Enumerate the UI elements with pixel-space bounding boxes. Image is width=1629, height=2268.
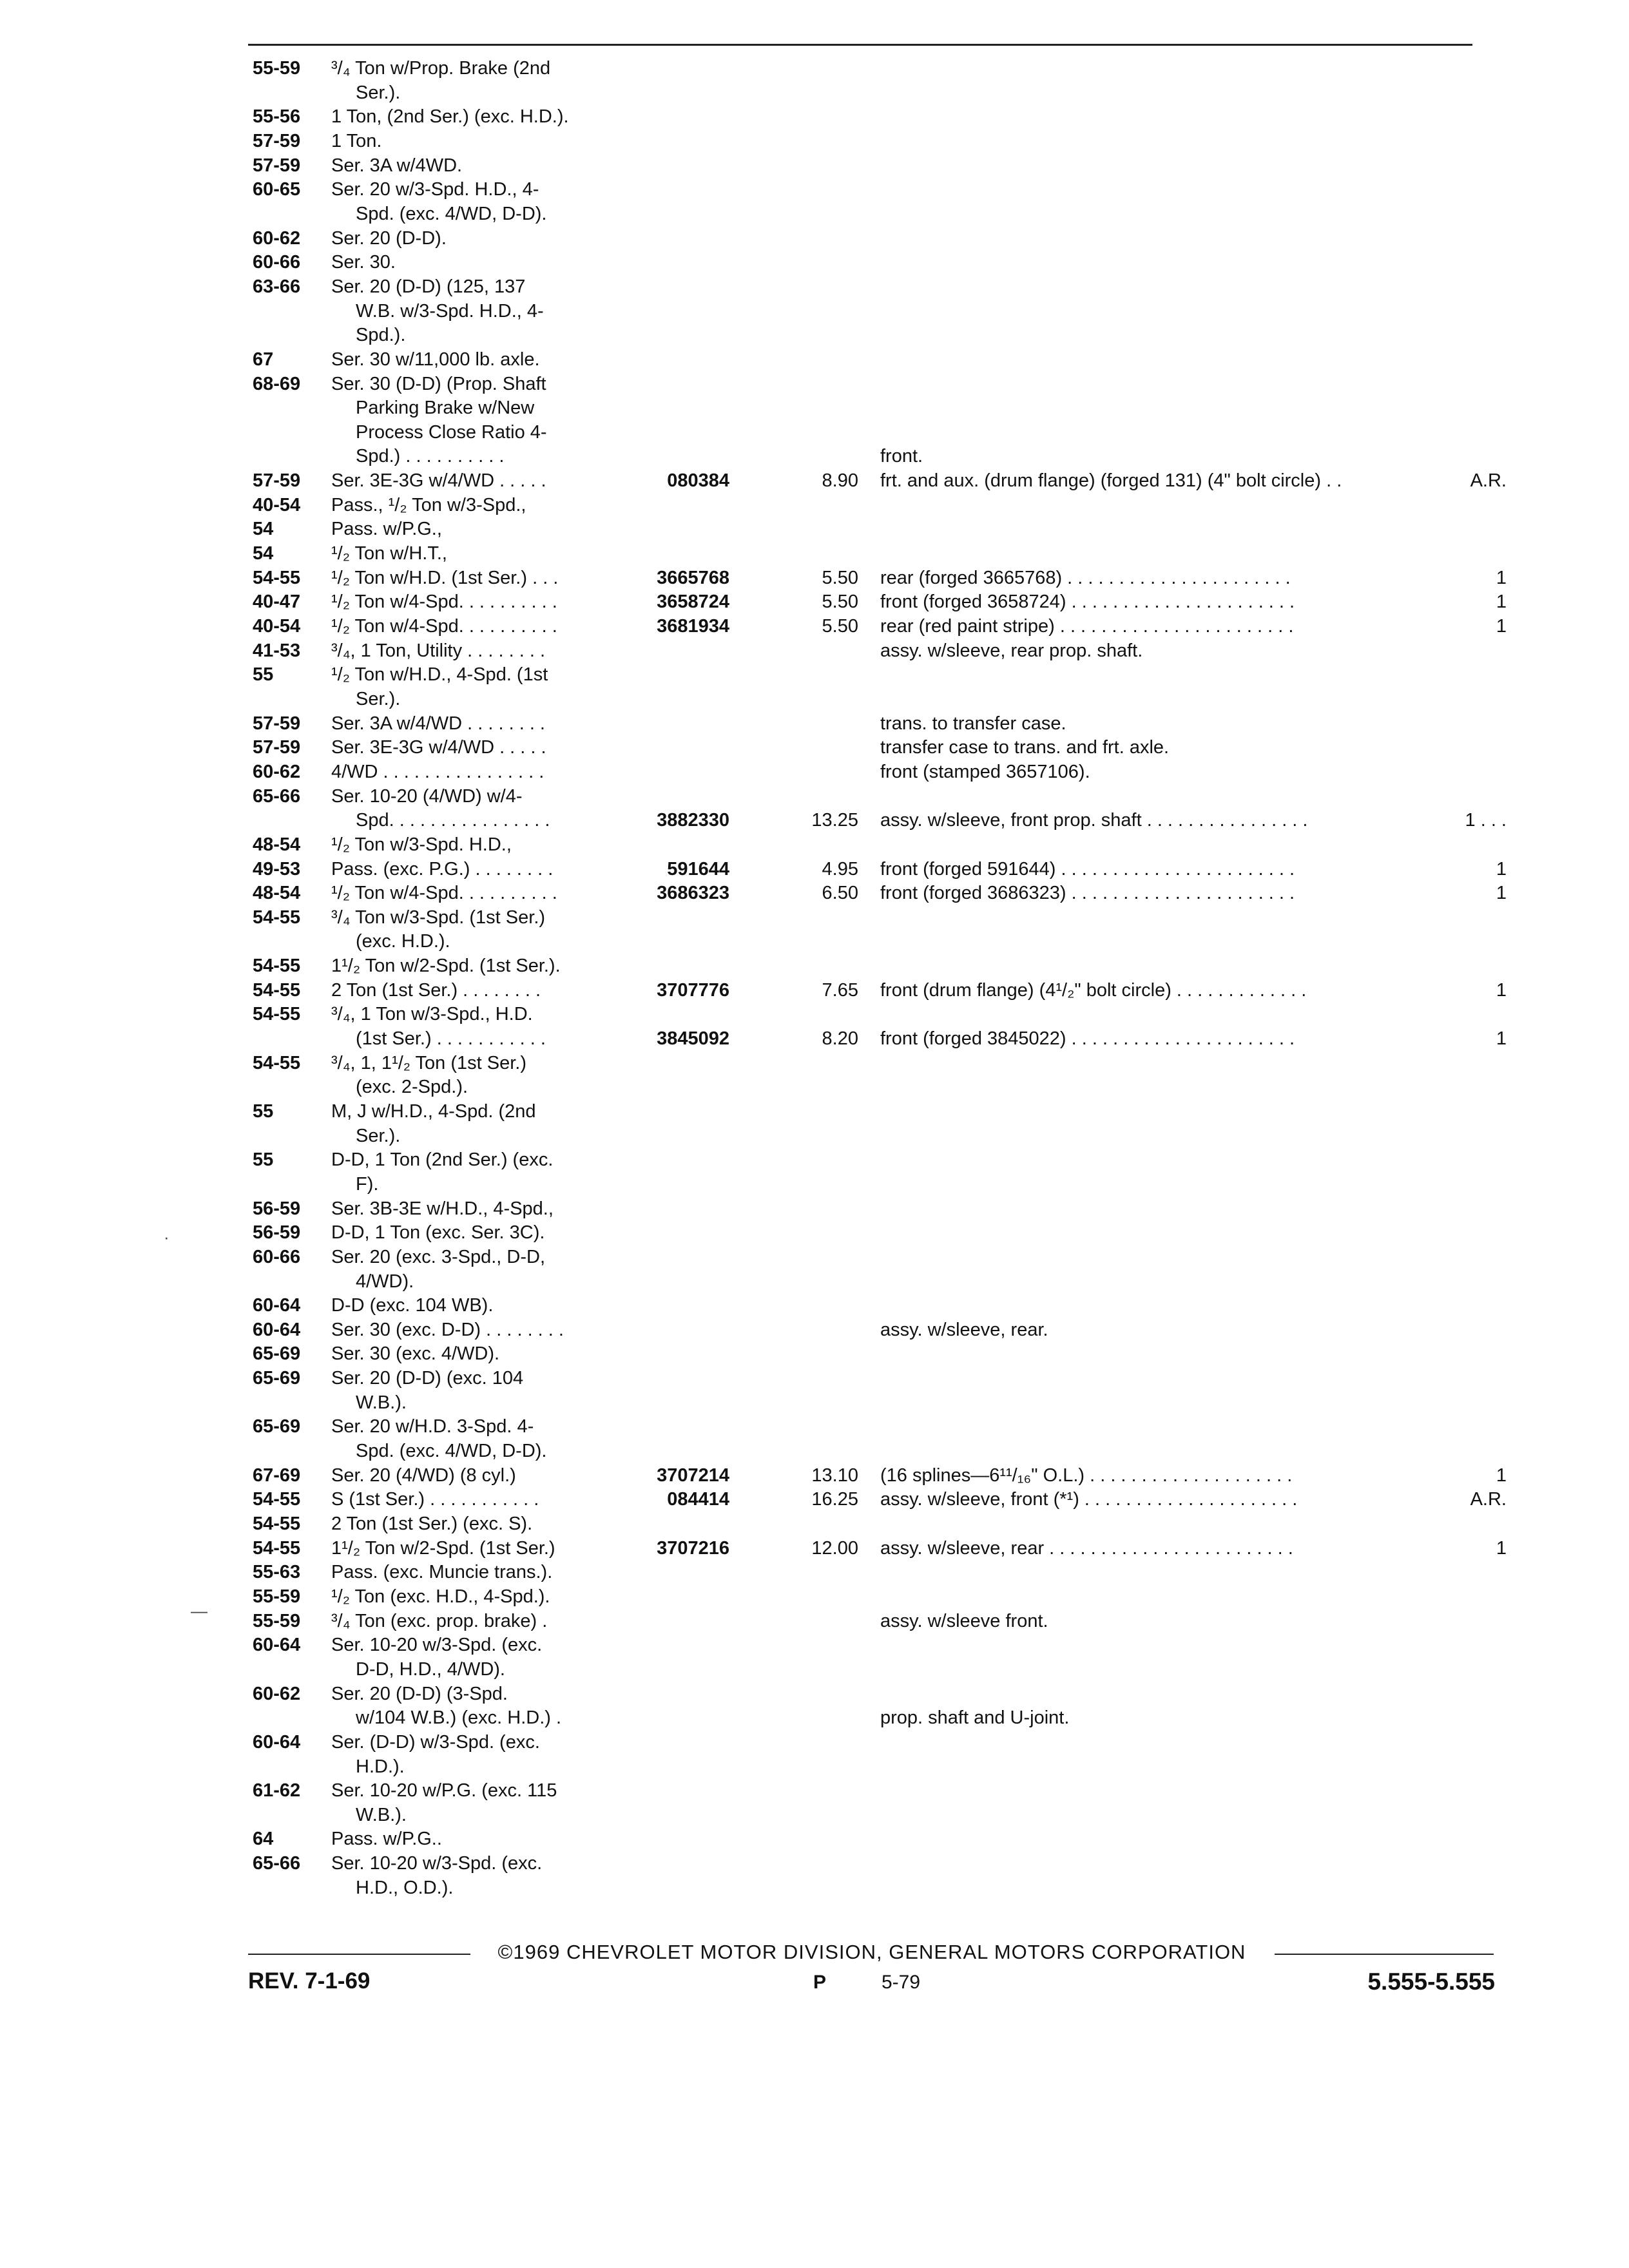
year-range: 54-55 [253,1004,301,1025]
part-description: assy. w/sleeve, rear. [880,1319,1048,1340]
quantity: 1 [1496,1028,1507,1049]
listing-row [0,1075,1629,1101]
listing-row [0,954,1629,980]
application-text: ¹/₂ Ton w/4-Spd. . . . . . . . . . [331,883,557,904]
listing-row [0,1610,1629,1635]
application-text: ¹/₂ Ton w/4-Spd. . . . . . . . . . [331,591,557,613]
application-text: ³/₄, 1 Ton, Utility . . . . . . . . [331,640,545,661]
application-text: D-D, H.D., 4/WD). [356,1658,505,1680]
year-range: 60-64 [253,1319,301,1340]
application-text: Spd. (exc. 4/WD, D-D). [356,203,547,224]
quantity: 1 [1496,591,1507,613]
listing-row [0,1052,1629,1077]
price: 4.95 [822,858,858,879]
listing-row [0,1633,1629,1659]
listing-row [0,639,1629,665]
year-range: 65-69 [253,1416,301,1437]
application-text: 1¹/₂ Ton w/2-Spd. (1st Ser.). [331,956,561,976]
application-text: Ser. 20 w/H.D. 3-Spd. 4- [331,1416,534,1437]
listing-row [0,1197,1629,1223]
part-description: front (stamped 3657106). [880,761,1090,782]
year-range: 55 [253,1149,274,1171]
year-range: 55-59 [253,1586,301,1607]
application-text: M, J w/H.D., 4-Spd. (2nd [331,1101,536,1122]
listing-row [0,1415,1629,1441]
application-text: (exc. H.D.). [356,931,450,952]
listing-row [0,1488,1629,1514]
listing-row [0,1464,1629,1490]
application-text: ¹/₂ Ton (exc. H.D., 4-Spd.). [331,1586,550,1607]
part-description: trans. to transfer case. [880,713,1066,734]
listing-row [0,1367,1629,1392]
application-text: D-D (exc. 104 WB). [331,1295,494,1316]
year-range: 57-59 [253,737,301,758]
application-text: Ser. 30. [331,252,396,273]
listing-row [0,202,1629,228]
listing-row [0,1391,1629,1417]
application-text: ¹/₂ Ton w/H.D. (1st Ser.) . . . [331,567,559,588]
listing-row [0,1852,1629,1878]
application-text: Spd.). [356,325,406,346]
footer-rule-left [248,1954,470,1955]
price: 5.50 [822,567,858,588]
year-range: 54-55 [253,1514,301,1534]
listing-row [0,1100,1629,1126]
application-text: Spd. (exc. 4/WD, D-D). [356,1441,547,1461]
part-description: front. [880,446,923,467]
listing-row [0,615,1629,640]
listing-row [0,881,1629,907]
application-text: F). [356,1173,379,1195]
listing-row [0,979,1629,1004]
part-number: 3686323 [657,883,729,904]
listing-row [0,663,1629,689]
application-text: Parking Brake w/New [356,398,535,419]
year-range: 41-53 [253,640,301,661]
year-range: 40-54 [253,615,301,637]
listing-row [0,251,1629,276]
year-range: 63-66 [253,276,301,297]
revision-date: REV. 7-1-69 [248,1968,371,1994]
scan-speck: — [191,1601,207,1620]
listing-row [0,494,1629,519]
year-range: 54-55 [253,907,301,928]
year-range: 54-55 [253,979,301,1001]
application-text: 1 Ton, (2nd Ser.) (exc. H.D.). [331,106,569,128]
year-range: 60-64 [253,1731,301,1753]
listing-row [0,760,1629,786]
group-number: 5.555-5.555 [1367,1968,1495,1995]
listing-row [0,517,1629,543]
listing-row [0,1827,1629,1853]
price: 16.25 [811,1489,858,1510]
part-description: (16 splines—6¹¹/₁₆" O.L.) . . . . . . . . . . . . . . . . . . . . [880,1465,1293,1486]
application-text: Ser. 30 w/11,000 lb. axle. [331,349,540,370]
part-description: assy. w/sleeve, front (*¹) . . . . . . . . . . . . . . . . . . . . . [880,1489,1298,1510]
listing-row [0,275,1629,301]
listing-row [0,1876,1629,1902]
page-number: 5-79 [882,1972,921,1993]
application-text: 1 Ton. [331,130,382,151]
year-range: 54-55 [253,1537,301,1559]
listing-row [0,1027,1629,1053]
application-text: (1st Ser.) . . . . . . . . . . . [356,1028,546,1049]
part-description: prop. shaft and U-joint. [880,1707,1070,1729]
listing-row [0,469,1629,495]
application-text: ³/₄, 1, 1¹/₂ Ton (1st Ser.) [331,1052,526,1073]
year-range: 48-54 [253,834,301,855]
listing-row [0,323,1629,349]
listing-row [0,105,1629,131]
application-text: Ser. 30 (exc. 4/WD). [331,1343,500,1365]
listing-row [0,1658,1629,1684]
listing-row [0,712,1629,738]
year-range: 65-66 [253,1853,301,1874]
application-text: Ser. 20 (D-D). [331,227,447,249]
listing-row [0,1148,1629,1174]
quantity: A.R. [1470,1489,1507,1510]
part-number: 3658724 [657,591,729,613]
application-text: W.B.). [356,1392,407,1413]
part-number: 3681934 [657,615,729,637]
price: 5.50 [822,615,858,637]
application-text: Ser. 3E-3G w/4/WD . . . . . [331,470,546,491]
price: 13.25 [811,810,858,831]
listing-row [0,785,1629,811]
listing-row [0,1682,1629,1708]
part-number: 3707216 [657,1537,729,1559]
listing-row [0,566,1629,592]
year-range: 55 [253,664,274,686]
application-text: 2 Ton (1st Ser.) (exc. S). [331,1514,533,1534]
quantity: 1 [1496,858,1507,879]
listing-row [0,1294,1629,1320]
listing-row [0,858,1629,883]
listing-row [0,1124,1629,1150]
listing-row [0,300,1629,325]
year-range: 65-69 [253,1343,301,1365]
quantity: 1 [1496,1465,1507,1486]
year-range: 55-59 [253,1610,301,1631]
application-text: ³/₄ Ton w/3-Spd. (1st Ser.) [331,907,546,928]
quantity: 1 [1496,615,1507,637]
year-range: 60-66 [253,1246,301,1267]
listing-row [0,154,1629,180]
listing-row [0,396,1629,422]
application-text: Ser. 30 (D-D) (Prop. Shaft [331,373,546,394]
listing-row [0,1537,1629,1562]
year-range: 60-62 [253,227,301,249]
listing-row [0,1731,1629,1756]
part-number: 3845092 [657,1028,729,1049]
year-range: 54 [253,519,274,540]
price: 13.10 [811,1465,858,1486]
part-description: front (forged 591644) . . . . . . . . . . . . . . . . . . . . . . . [880,858,1295,879]
application-text: Ser. 10-20 (4/WD) w/4- [331,785,523,807]
price: 8.90 [822,470,858,491]
price: 7.65 [822,979,858,1001]
year-range: 60-66 [253,252,301,273]
listing-row [0,809,1629,834]
year-range: 54-55 [253,956,301,976]
part-description: assy. w/sleeve, rear prop. shaft. [880,640,1143,661]
quantity: 1 . . . [1465,810,1507,831]
application-text: (exc. 2-Spd.). [356,1077,468,1098]
listing-row [0,1512,1629,1538]
year-range: 54-55 [253,1489,301,1510]
application-text: W.B. w/3-Spd. H.D., 4- [356,300,544,322]
part-description: rear (forged 3665768) . . . . . . . . . . . . . . . . . . . . . . [880,567,1291,588]
part-number: 3707214 [657,1465,729,1486]
application-text: Ser. 10-20 w/3-Spd. (exc. [331,1853,543,1874]
part-description: front (drum flange) (4¹/₂" bolt circle) . . . . . . . . . . . . . [880,979,1307,1001]
application-text: Pass. (exc. P.G.) . . . . . . . . [331,858,554,879]
application-text: Ser. 10-20 w/P.G. (exc. 115 [331,1780,557,1802]
application-text: Ser. 3A w/4/WD . . . . . . . . [331,713,545,734]
application-text: Ser. 20 (D-D) (125, 137 [331,276,526,297]
application-text: Ser. 20 w/3-Spd. H.D., 4- [331,179,539,200]
year-range: 60-64 [253,1635,301,1656]
listing-row [0,57,1629,82]
application-text: Ser. 3A w/4WD. [331,155,463,176]
application-text: 4/WD . . . . . . . . . . . . . . . . [331,761,545,782]
part-number: 3707776 [657,979,729,1001]
application-text: Ser. 10-20 w/3-Spd. (exc. [331,1635,543,1656]
year-range: 67-69 [253,1465,301,1486]
year-range: 67 [253,349,274,370]
listing-row [0,1561,1629,1586]
part-number: 591644 [667,858,729,879]
application-text: Pass. w/P.G.. [331,1829,442,1850]
year-range: 54 [253,543,274,564]
year-range: 49-53 [253,858,301,879]
part-description: assy. w/sleeve, rear . . . . . . . . . . . . . . . . . . . . . . . . [880,1537,1293,1559]
listing-row [0,1706,1629,1732]
listing-row [0,178,1629,204]
year-range: 60-65 [253,179,301,200]
quantity: 1 [1496,1537,1507,1559]
quantity: A.R. [1470,470,1507,491]
part-description: assy. w/sleeve front. [880,1610,1048,1631]
application-text: Process Close Ratio 4- [356,421,547,443]
part-description: assy. w/sleeve, front prop. shaft . . . . . . . . . . . . . . . . [880,810,1308,831]
application-text: D-D, 1 Ton (2nd Ser.) (exc. [331,1149,554,1171]
application-text: 2 Ton (1st Ser.) . . . . . . . . [331,979,541,1001]
application-text: D-D, 1 Ton (exc. Ser. 3C). [331,1222,545,1244]
year-range: 40-47 [253,591,301,613]
application-text: S (1st Ser.) . . . . . . . . . . . [331,1489,539,1510]
listing-row [0,906,1629,932]
year-range: 64 [253,1829,274,1850]
application-text: H.D.). [356,1756,405,1777]
listing-row [0,1173,1629,1198]
application-text: Pass. w/P.G., [331,519,442,540]
year-range: 54-55 [253,1052,301,1073]
listing-row [0,372,1629,398]
application-text: Ser. 20 (exc. 3-Spd., D-D, [331,1246,546,1267]
quantity: 1 [1496,883,1507,904]
listing-row [0,1003,1629,1028]
year-range: 65-69 [253,1368,301,1389]
application-text: 4/WD). [356,1271,414,1292]
application-text: W.B.). [356,1804,407,1825]
application-text: ³/₄, 1 Ton w/3-Spd., H.D. [331,1004,533,1025]
listing-row [0,930,1629,956]
listing-row [0,1245,1629,1271]
year-range: 54-55 [253,567,301,588]
part-description: rear (red paint stripe) . . . . . . . . . . . . . . . . . . . . . . . [880,615,1294,637]
price: 8.20 [822,1028,858,1049]
year-range: 57-59 [253,155,301,176]
part-description: transfer case to trans. and frt. axle. [880,737,1170,758]
listing-row [0,421,1629,447]
year-range: 57-59 [253,713,301,734]
listing-row [0,1221,1629,1247]
year-range: 40-54 [253,494,301,515]
year-range: 55-63 [253,1562,301,1583]
listing-row [0,736,1629,762]
application-text: Ser. 30 (exc. D-D) . . . . . . . . [331,1319,564,1340]
application-text: ³/₄ Ton (exc. prop. brake) . [331,1610,548,1631]
application-text: Pass. (exc. Muncie trans.). [331,1562,553,1583]
application-text: ³/₄ Ton w/Prop. Brake (2nd [331,58,551,79]
year-range: 56-59 [253,1222,301,1244]
application-text: Ser. 20 (4/WD) (8 cyl.) [331,1465,516,1486]
application-text: Ser. 3E-3G w/4/WD . . . . . [331,737,546,758]
part-description: front (forged 3845022) . . . . . . . . . . . . . . . . . . . . . . [880,1028,1295,1049]
year-range: 61-62 [253,1780,301,1802]
quantity: 1 [1496,979,1507,1001]
application-text: 1¹/₂ Ton w/2-Spd. (1st Ser.) [331,1537,555,1559]
application-text: Ser.). [356,82,401,103]
application-text: Ser. 3B-3E w/H.D., 4-Spd., [331,1198,554,1219]
listing-row [0,348,1629,374]
footer-rule-right [1275,1954,1494,1955]
part-description: front (forged 3658724) . . . . . . . . . . . . . . . . . . . . . . [880,591,1295,613]
part-description: front (forged 3686323) . . . . . . . . . . . . . . . . . . . . . . [880,883,1295,904]
year-range: 57-59 [253,130,301,151]
page-code: P [813,1972,827,1993]
application-text: Ser.). [356,1125,401,1146]
application-text: H.D., O.D.). [356,1877,454,1898]
year-range: 57-59 [253,470,301,491]
listing-row [0,130,1629,155]
application-text: Spd.) . . . . . . . . . . [356,446,505,467]
listing-row [0,1755,1629,1781]
listing-row [0,227,1629,253]
listing-row [0,81,1629,107]
part-number: 084414 [667,1489,729,1510]
application-text: Spd. . . . . . . . . . . . . . . . [356,810,550,831]
price: 12.00 [811,1537,858,1559]
listing-row [0,1439,1629,1465]
listing-row [0,1318,1629,1344]
application-text: Ser. (D-D) w/3-Spd. (exc. [331,1731,540,1753]
year-range: 65-66 [253,785,301,807]
year-range: 55-59 [253,58,301,79]
year-range: 48-54 [253,883,301,904]
listing-row [0,1779,1629,1805]
listing-row [0,1585,1629,1611]
year-range: 55 [253,1101,274,1122]
application-text: ¹/₂ Ton w/4-Spd. . . . . . . . . . [331,615,557,637]
application-text: Ser. 20 (D-D) (exc. 104 [331,1368,524,1389]
year-range: 55-56 [253,106,301,128]
price: 5.50 [822,591,858,613]
year-range: 60-64 [253,1295,301,1316]
application-text: ¹/₂ Ton w/3-Spd. H.D., [331,834,512,855]
price: 6.50 [822,883,858,904]
part-number: 080384 [667,470,729,491]
listing-row [0,833,1629,859]
listing-row [0,1803,1629,1829]
year-range: 56-59 [253,1198,301,1219]
part-number: 3665768 [657,567,729,588]
year-range: 60-62 [253,761,301,782]
application-text: Pass., ¹/₂ Ton w/3-Spd., [331,494,526,515]
listing-row [0,445,1629,470]
listing-row [0,1342,1629,1368]
part-number: 3882330 [657,810,729,831]
application-text: ¹/₂ Ton w/H.T., [331,543,447,564]
listing-row [0,1270,1629,1296]
part-description: frt. and aux. (drum flange) (forged 131) (4" bolt circle) . . [880,470,1342,491]
year-range: 60-62 [253,1683,301,1704]
copyright-notice: ©1969 CHEVROLET MOTOR DIVISION, GENERAL MOTORS CORPORATION [497,1941,1246,1963]
application-text: Ser.). [356,688,401,709]
application-text: w/104 W.B.) (exc. H.D.) . [356,1707,562,1729]
application-text: ¹/₂ Ton w/H.D., 4-Spd. (1st [331,664,548,686]
listing-row [0,542,1629,568]
listing-row [0,687,1629,713]
year-range: 68-69 [253,373,301,394]
listing-row [0,590,1629,616]
scan-speck: · [164,1227,169,1247]
quantity: 1 [1496,567,1507,588]
application-text: Ser. 20 (D-D) (3-Spd. [331,1683,508,1704]
